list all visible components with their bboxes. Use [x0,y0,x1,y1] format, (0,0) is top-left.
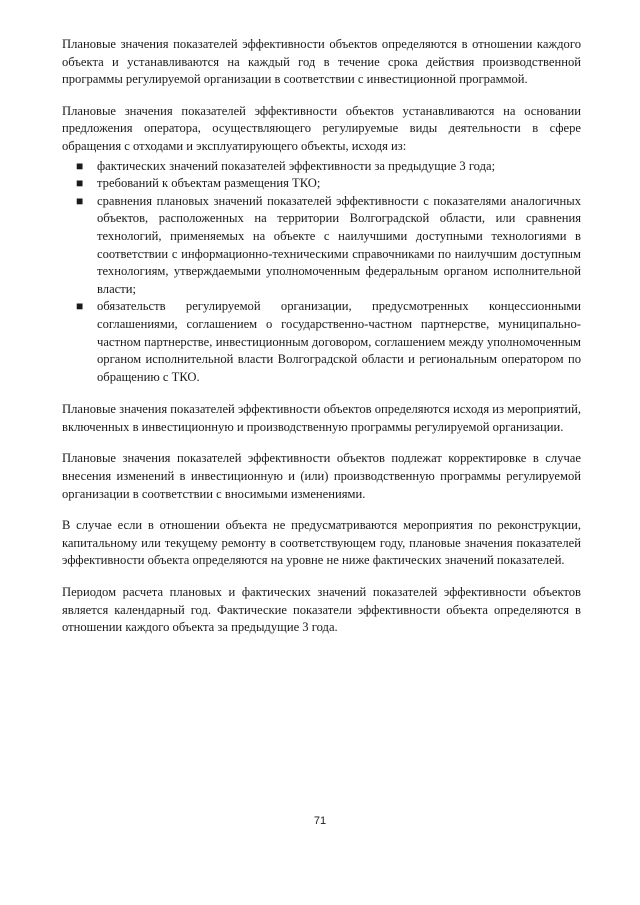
square-bullet-icon: ■ [76,158,84,173]
list-item-text: фактических значений показателей эффективности за предыдущие 3 года; [97,158,496,173]
square-bullet-icon: ■ [76,176,84,191]
criteria-list [62,158,581,387]
page-content [62,36,581,651]
list-item [62,193,581,299]
list-item [62,158,581,176]
list-item-text: обязательств регулируемой организации, предусмотренных концессионными соглашениями, соглашением о государственно-частном партнерстве, муниципально-частном партнерстве, инвестиционным договором, соглашением между уполномоченным органом исполнительной власти Волгоградской области и региональным оператором по обращению с ТКО. [97,299,581,384]
paragraph-1: Плановые значения показателей эффективности объектов определяются в отношении каждого объекта и устанавливаются на каждый год в течение срока действия производственной программы регулируемой организации в соответствии с инвестиционной программой. [62,37,581,87]
list-item-text: сравнения плановых значений показателей эффективности с показателями аналогичных объектов, расположенных на территории Волгоградской области, или сравнения технологий, применяемых на объекте с наилучшими доступными технологиями в соответствии с информационно-техническими справочниками по наилучшим доступным технологиям, утверждаемыми уполномоченным федеральным органом исполнительной власти; [97,193,581,296]
square-bullet-icon: ■ [76,299,84,314]
paragraph-4: Плановые значения показателей эффективности объектов подлежат корректировке в случае внесения изменений в инвестиционную и (или) производственную программы регулируемой организации в соответствии с вносимыми изменениями. [62,451,581,501]
paragraph-3: Плановые значения показателей эффективности объектов определяются исходя из мероприятий, включенных в инвестиционную и производственную программы регулируемой организации. [62,402,581,434]
list-item [62,175,581,193]
paragraph-2: Плановые значения показателей эффективности объектов устанавливаются на основании предложения оператора, осуществляющего регулируемые виды деятельности в сфере обращения с отходами и эксплуатирующего объекты, исходя из: [62,103,581,153]
paragraph-6: Периодом расчета плановых и фактических значений показателей эффективности объектов является календарный год. Фактические показатели эффективности объекта определяются в отношении каждого объекта за предыдущие 3 года. [62,585,581,635]
list-item [62,298,581,386]
square-bullet-icon: ■ [76,193,84,208]
page-number: 71 [313,815,327,827]
paragraph-5: В случае если в отношении объекта не предусматриваются мероприятия по реконструкции, капитальному или текущему ремонту в соответствующем году, плановые значения показателей эффективности объекта определяются на уровне не ниже фактических значений показателей. [62,518,581,568]
list-item-text: требований к объектам размещения ТКО; [97,176,321,191]
